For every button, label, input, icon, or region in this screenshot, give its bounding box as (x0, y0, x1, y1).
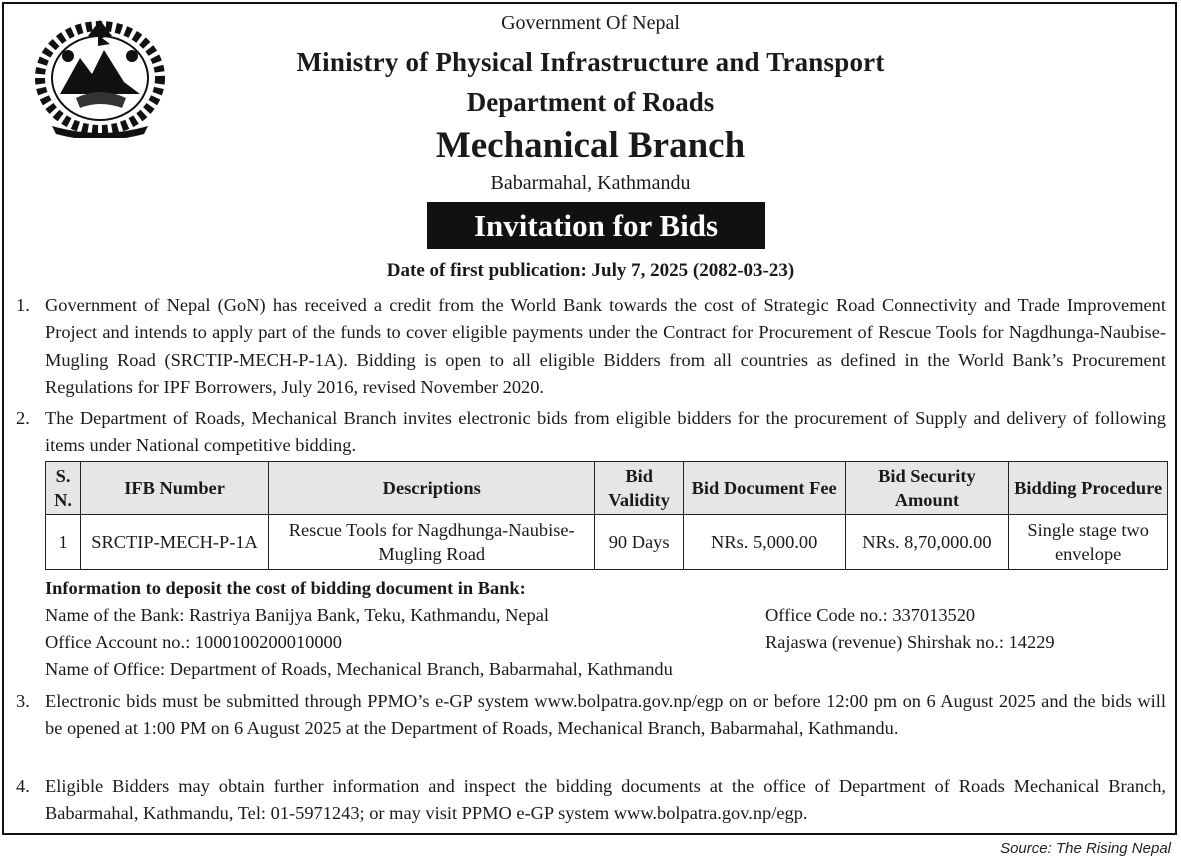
header-sn: S. N. (46, 462, 81, 515)
table-header-row (46, 462, 1168, 515)
paragraph-number: 2. (16, 408, 30, 428)
cell-bid-security-amount: NRs. 8,70,000.00 (845, 515, 1009, 570)
header-bidding-procedure: Bidding Procedure (1009, 462, 1168, 515)
cell-bid-document-fee: NRs. 5,000.00 (683, 515, 845, 570)
bank-name: Name of the Bank: Rastriya Banijya Bank, Teku, Kathmandu, Nepal (45, 605, 549, 625)
header-descriptions: Descriptions (268, 462, 594, 515)
table-row (46, 515, 1168, 570)
paragraph-text: Government of Nepal (GoN) has received a credit from the World Bank towards the cost of Strategic Road Connectivity and Trade Improvement Project and intends to apply part of the funds to cover eligible payments under the Contract for Procurement of Rescue Tools for Nagdhunga-Naubise-Mugling Road (SRCTIP-MECH-P-1A). Bidding is open to all eligible Bidders from all countries as defined in the World Bank’s Procurement Regulations for IPF Borrowers, July 2016, revised November 2020. (45, 295, 1166, 397)
address-line: Babarmahal, Kathmandu (490, 172, 691, 194)
header-bid-security-amount: Bid Security Amount (845, 462, 1009, 515)
government-heading: Government Of Nepal (501, 12, 680, 34)
notice-title: Invitation for Bids (427, 202, 765, 249)
office-name: Name of Office: Department of Roads, Mechanical Branch, Babarmahal, Kathmandu (45, 659, 673, 679)
branch-heading: Mechanical Branch (435, 125, 746, 166)
source-credit: Source: The Rising Nepal (1000, 840, 1171, 857)
cell-description: Rescue Tools for Nagdhunga-Naubise-Mugling Road (268, 515, 594, 570)
cell-sn: 1 (46, 515, 81, 570)
revenue-head-number: Rajaswa (revenue) Shirshak no.: 14229 (765, 632, 1055, 652)
paragraph-text: The Department of Roads, Mechanical Branch invites electronic bids from eligible bidders for the procurement of Supply and delivery of following items under National competitive bidding. (45, 408, 1166, 456)
header-bid-validity: Bid Validity (595, 462, 683, 515)
header-ifb-number: IFB Number (81, 462, 269, 515)
paragraph-number: 4. (16, 776, 30, 796)
office-account-number: Office Account no.: 1000100200010000 (45, 632, 342, 652)
paragraph-number: 1. (16, 295, 30, 315)
paragraph-2 (16, 405, 1166, 460)
ministry-heading: Ministry of Physical Infrastructure and Transport (296, 47, 885, 77)
paragraph-text: Electronic bids must be submitted through PPMO’s e-GP system www.bolpatra.gov.np/egp on or before 12:00 pm on 6 August 2025 and the bids will be opened at 1:00 PM on 6 August 2025 at the Department of Roads, Mechanical Branch, Babarmahal, Kathmandu. (45, 691, 1166, 739)
cell-bid-validity: 90 Days (595, 515, 683, 570)
bid-items-table (45, 461, 1168, 570)
paragraph-number: 3. (16, 691, 30, 711)
header-bid-document-fee: Bid Document Fee (683, 462, 845, 515)
office-code: Office Code no.: 337013520 (765, 605, 976, 625)
publication-date: Date of first publication: July 7, 2025 (2082-03-23) (386, 260, 795, 281)
cell-bidding-procedure: Single stage two envelope (1009, 515, 1168, 570)
paragraph-text: Eligible Bidders may obtain further information and inspect the bidding documents at the office of Department of Roads Mechanical Branch, Babarmahal, Kathmandu, Tel: 01-5971243; or may visit PPMO e-GP system www.bolpatra.gov.np/egp. (45, 776, 1166, 824)
paragraph-3 (16, 688, 1166, 743)
paragraph-4 (16, 773, 1166, 828)
paragraph-1 (16, 292, 1166, 401)
department-heading: Department of Roads (466, 87, 715, 117)
bank-info-title: Information to deposit the cost of bidding document in Bank: (45, 578, 526, 598)
cell-ifb-number: SRCTIP-MECH-P-1A (81, 515, 269, 570)
